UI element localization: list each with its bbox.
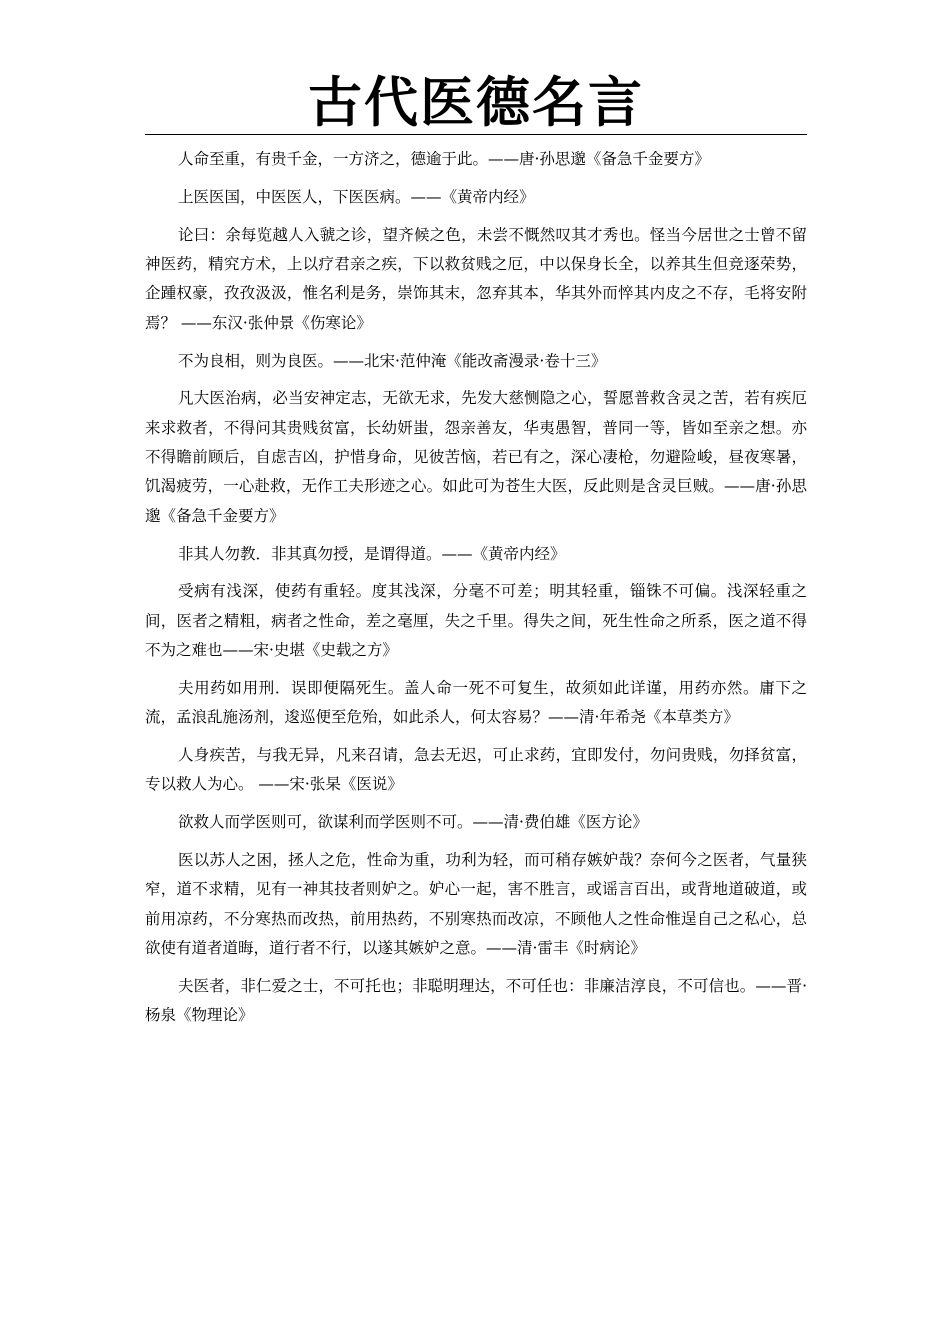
- quote-paragraph: 人身疾苦，与我无异，凡来召请，急去无迟，可止求药，宜即发付，勿问贵贱，勿择贫富，专以救人为心。 ——宋·张杲《医说》: [145, 746, 807, 794]
- quote-paragraph: 受病有浅深，使药有重轻。度其浅深，分毫不可差；明其轻重，锱铢不可偏。浅深轻重之间，医者之精粗，病者之性命，差之毫厘，失之千里。得失之间，死生性命之所系，医之道不得不为之难也——宋·史堪《史载之方》: [145, 582, 807, 660]
- quote-paragraph: 非其人勿教．非其真勿授，是谓得道。——《黄帝内经》: [178, 544, 566, 563]
- quote-paragraph: 上医医国，中医医人，下医医病。——《黄帝内经》: [178, 187, 535, 206]
- document-page: [145, 70, 807, 1039]
- title-underline: [145, 134, 807, 135]
- page-title: 古代医德名言: [308, 70, 644, 134]
- quote-paragraph: 论曰：余每览越人入虢之诊，望齐候之色，未尝不慨然叹其才秀也。怪当今居世之士曾不留神医药，精究方术，上以疗君亲之疾，下以救贫贱之厄，中以保身长全，以养其生但竞逐荣势，企踵权豪，孜孜汲汲，惟名利是务，崇饰其末，忽弃其本，华其外而悴其内皮之不存，毛将安附焉？ ——东汉·张仲景《伤寒论》: [145, 225, 807, 332]
- quote-paragraph: 医以苏人之困，拯人之危，性命为重，功利为轻，而可稍存嫉妒哉？奈何今之医者，气量狭窄，道不求精，见有一神其技者则妒之。妒心一起，害不胜言，或谣言百出，或背地道破道，或前用凉药，不分寒热而改热，前用热药，不别寒热而改凉，不顾他人之性命惟逞自己之私心，总欲使有道者道晦，道行者不行，以遂其嫉妒之意。——清·雷丰《时病论》: [145, 851, 807, 958]
- quote-paragraph: 夫医者，非仁爱之士，不可托也；非聪明理达，不可任也：非廉洁淳良，不可信也。——晋·杨泉《物理论》: [145, 976, 807, 1025]
- quote-paragraph: 凡大医治病，必当安神定志，无欲无求，先发大慈恻隐之心，誓愿普救含灵之苦，若有疾厄来求救者，不得问其贵贱贫富，长幼妍蚩，怨亲善友，华夷愚智，普同一等，皆如至亲之想。亦不得瞻前顾后，自虑吉凶，护惜身命，见彼苦恼，若已有之，深心凄枪，勿避险峻，昼夜寒暑，饥渴疲劳，一心赴救，无作工夫形迹之心。如此可为苍生大医，反此则是含灵巨贼。——唐·孙思邈《备急千金要方》: [145, 389, 807, 525]
- quote-paragraph: 欲救人而学医则可，欲谋利而学医则不可。——清·费伯雄《医方论》: [178, 813, 648, 832]
- quote-paragraph: 人命至重，有贵千金，一方济之，德逾于此。——唐·孙思邈《备急千金要方》: [178, 150, 710, 168]
- quote-paragraph: 不为良相，则为良医。——北宋·范仲淹《能改斋漫录·卷十三》: [178, 351, 607, 370]
- quote-paragraph: 夫用药如用刑．误即便隔死生。盖人命一死不可复生，故须如此详谨，用药亦然。庸下之流，孟浪乱施汤剂，逡巡便至危殆，如此杀人，何太容易？——清·年希尧《本草类方》: [145, 678, 807, 727]
- quote-list: [145, 145, 807, 1031]
